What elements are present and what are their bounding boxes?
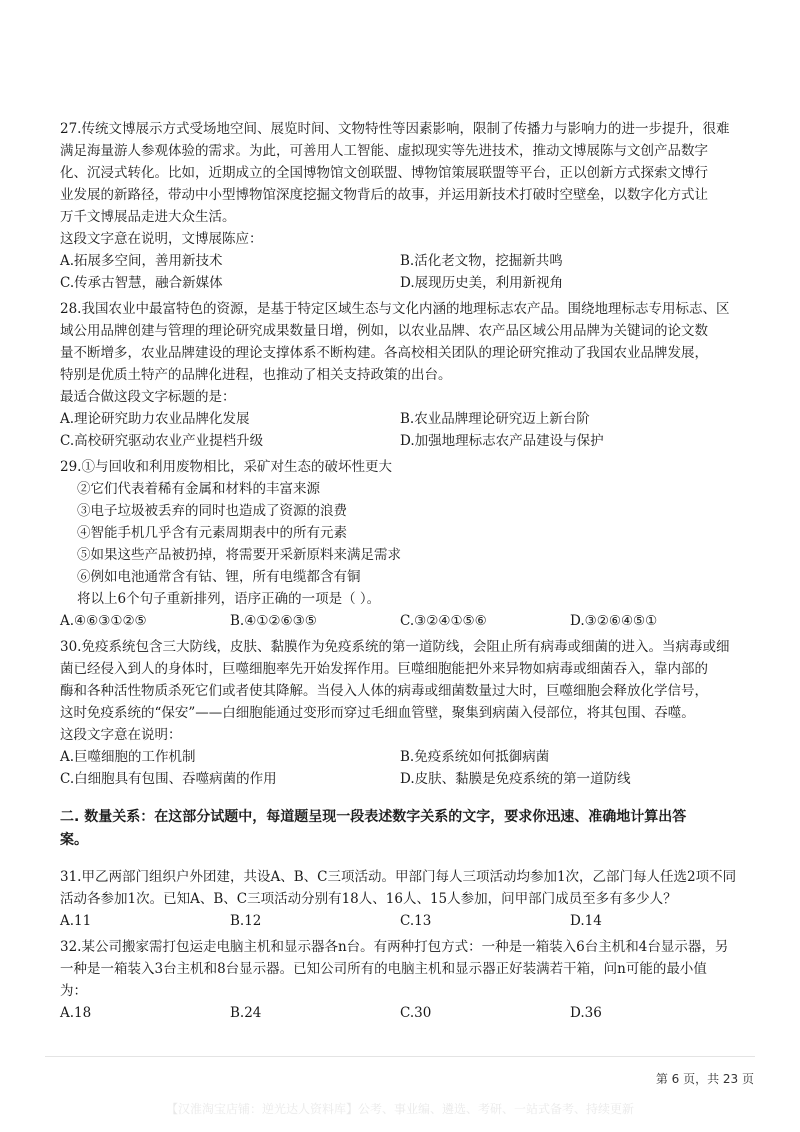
q31-line: 31.甲乙两部门组织户外团建，共设A、B、C三项活动。甲部门每人三项活动均参加1次，乙部门每人任选2项不同 [60,869,737,885]
question-30 [60,636,750,790]
question-27 [60,118,750,294]
q32-option-a: A.18 [60,1005,92,1021]
q28-line: 量不断增多，农业品牌建设的理论支撑体系不断构建。各高校相关团队的理论研究推动了我国农业品牌发展， [60,345,708,361]
q30-line: 酶和各种活性物质杀死它们或者使其降解。当侵入人体的病毒或细菌数量过大时，巨噬细胞会释放化学信号， [60,683,708,699]
q29-prompt: 将以上6个句子重新排列，语序正确的一项是（ ）。 [77,591,381,607]
q28-option-d: D.加强地理标志农产品建设与保护 [400,433,604,449]
question-29 [60,456,750,632]
q28-option-b: B.农业品牌理论研究迈上新台阶 [400,411,590,427]
question-32 [60,936,750,1024]
question-31 [60,866,750,932]
question-28 [60,298,750,452]
q27-line: 业发展的新路径，带动中小型博物馆深度挖掘文物背后的故事，并运用新技术打破时空壁垒，以数字化方式让 [60,187,708,203]
q32-line: 一种是一箱装入3台主机和8台显示器。已知公司所有的电脑主机和显示器正好装满若干箱，问n可能的最小值 [60,961,707,977]
q27-option-a: A.拓展多空间，善用新技术 [60,253,223,269]
q31-option-c: C.13 [400,913,432,929]
q28-line: 特别是优质土特产的品牌化进程，也推动了相关支持政策的出台。 [60,367,452,383]
q29-option-d: D.③②⑥④⑤① [570,613,658,629]
q30-option-a: A.巨噬细胞的工作机制 [60,749,196,765]
q28-option-c: C.高校研究驱动农业产业提档升级 [60,433,264,449]
watermark-text: 【汉淮淘宝店铺：逆光达人资料库】公考、事业编、遴选、考研、一站式备考、持续更新 [165,1102,634,1116]
q28-options [60,408,750,452]
section-heading-line: 案。 [60,832,88,848]
q30-option-d: D.皮肤、黏膜是免疫系统的第一道防线 [400,771,631,787]
q28-line: 28.我国农业中最富特色的资源，是基于特定区域生态与文化内涵的地理标志农产品。围绕地理标志专用标志、区 [60,301,730,317]
q30-options [60,746,750,790]
q32-option-d: D.36 [570,1005,602,1021]
q31-options [60,910,750,932]
q29-sentence: ⑤如果这些产品被扔掉，将需要开采新原料来满足需求 [77,547,401,563]
q27-line: 27.传统文博展示方式受场地空间、展览时间、文物特性等因素影响，限制了传播力与影响力的进一步提升，很难 [60,121,730,137]
q30-line: 这时免疫系统的“保安”——白细胞能通过变形而穿过毛细血管壁，聚集到病菌入侵部位，将其包围、吞噬。 [60,705,695,721]
page-content [60,118,750,1028]
q29-option-b: B.④①②⑥③⑤ [230,613,317,629]
q32-line: 为： [60,983,87,999]
q29-option-c: C.③②④①⑤⑥ [400,613,487,629]
q31-line: 活动各参加1次。已知A、B、C三项活动分别有18人、16人、15人参加，问甲部门成员至多有多少人？ [60,891,677,907]
q32-options [60,1002,750,1024]
q29-sentence: ④智能手机几乎含有元素周期表中的所有元素 [77,525,347,541]
q29-sentence: ③电子垃圾被丢弃的同时也造成了资源的浪费 [77,503,347,519]
q29-option-a: A.④⑥③①②⑤ [60,613,147,629]
q30-option-b: B.免疫系统如何抵御病菌 [400,749,550,765]
footer-divider [45,1056,755,1057]
q28-option-a: A.理论研究助力农业品牌化发展 [60,411,250,427]
section-heading-line: 二. 数量关系：在这部分试题中，每道题呈现一段表述数字关系的文字，要求你迅速、准确地计算出答 [60,809,687,825]
q32-option-c: C.30 [400,1005,432,1021]
q32-option-b: B.24 [230,1005,262,1021]
q31-option-b: B.12 [230,913,262,929]
q27-option-d: D.展现历史美，利用新视角 [400,275,564,291]
q27-option-b: B.活化老文物，挖掘新共鸣 [400,253,563,269]
q30-option-c: C.白细胞具有包围、吞噬病菌的作用 [60,771,277,787]
q29-sentence: ②它们代表着稀有金属和材料的丰富来源 [77,481,320,497]
q28-prompt: 最适合做这段文字标题的是： [60,389,236,405]
q32-line: 32.某公司搬家需打包运走电脑主机和显示器各n台。有两种打包方式：一种是一箱装入6台主机和4台显示器，另 [60,939,729,955]
q28-line: 域公用品牌创建与管理的理论研究成果数量日增，例如，以农业品牌、农产品区域公用品牌为关键词的论文数 [60,323,708,339]
q29-sentence: 29.①与回收和利用废物相比，采矿对生态的破坏性更大 [60,459,392,475]
q27-options [60,250,750,294]
q31-option-a: A.11 [60,913,92,929]
q27-line: 满足海量游人参观体验的需求。为此，可善用人工智能、虚拟现实等先进技术，推动文博展陈与文创产品数字 [60,143,708,159]
q31-option-d: D.14 [570,913,602,929]
q29-options [60,610,750,632]
q30-prompt: 这段文字意在说明： [60,727,182,743]
q27-line: 万千文博展品走进大众生活。 [60,209,236,225]
q27-line: 化、沉浸式转化。比如，近期成立的全国博物馆文创联盟、博物馆策展联盟等平台，正以创新方式探索文博行 [60,165,708,181]
q27-prompt: 这段文字意在说明，文博展陈应： [60,231,263,247]
q27-option-c: C.传承古智慧，融合新媒体 [60,275,223,291]
q30-line: 菌已经侵入到人的身体时，巨噬细胞率先开始发挥作用。巨噬细胞能把外来异物如病毒或细菌吞入，靠内部的 [60,661,708,677]
section-heading-quantitative [60,806,750,852]
q29-sentence: ⑥例如电池通常含有钴、锂，所有电缆都含有铜 [77,569,361,585]
page-number: 第 6 页，共 23 页 [655,1072,754,1086]
q30-line: 30.免疫系统包含三大防线，皮肤、黏膜作为免疫系统的第一道防线，会阻止所有病毒或细菌的进入。当病毒或细 [60,639,730,655]
